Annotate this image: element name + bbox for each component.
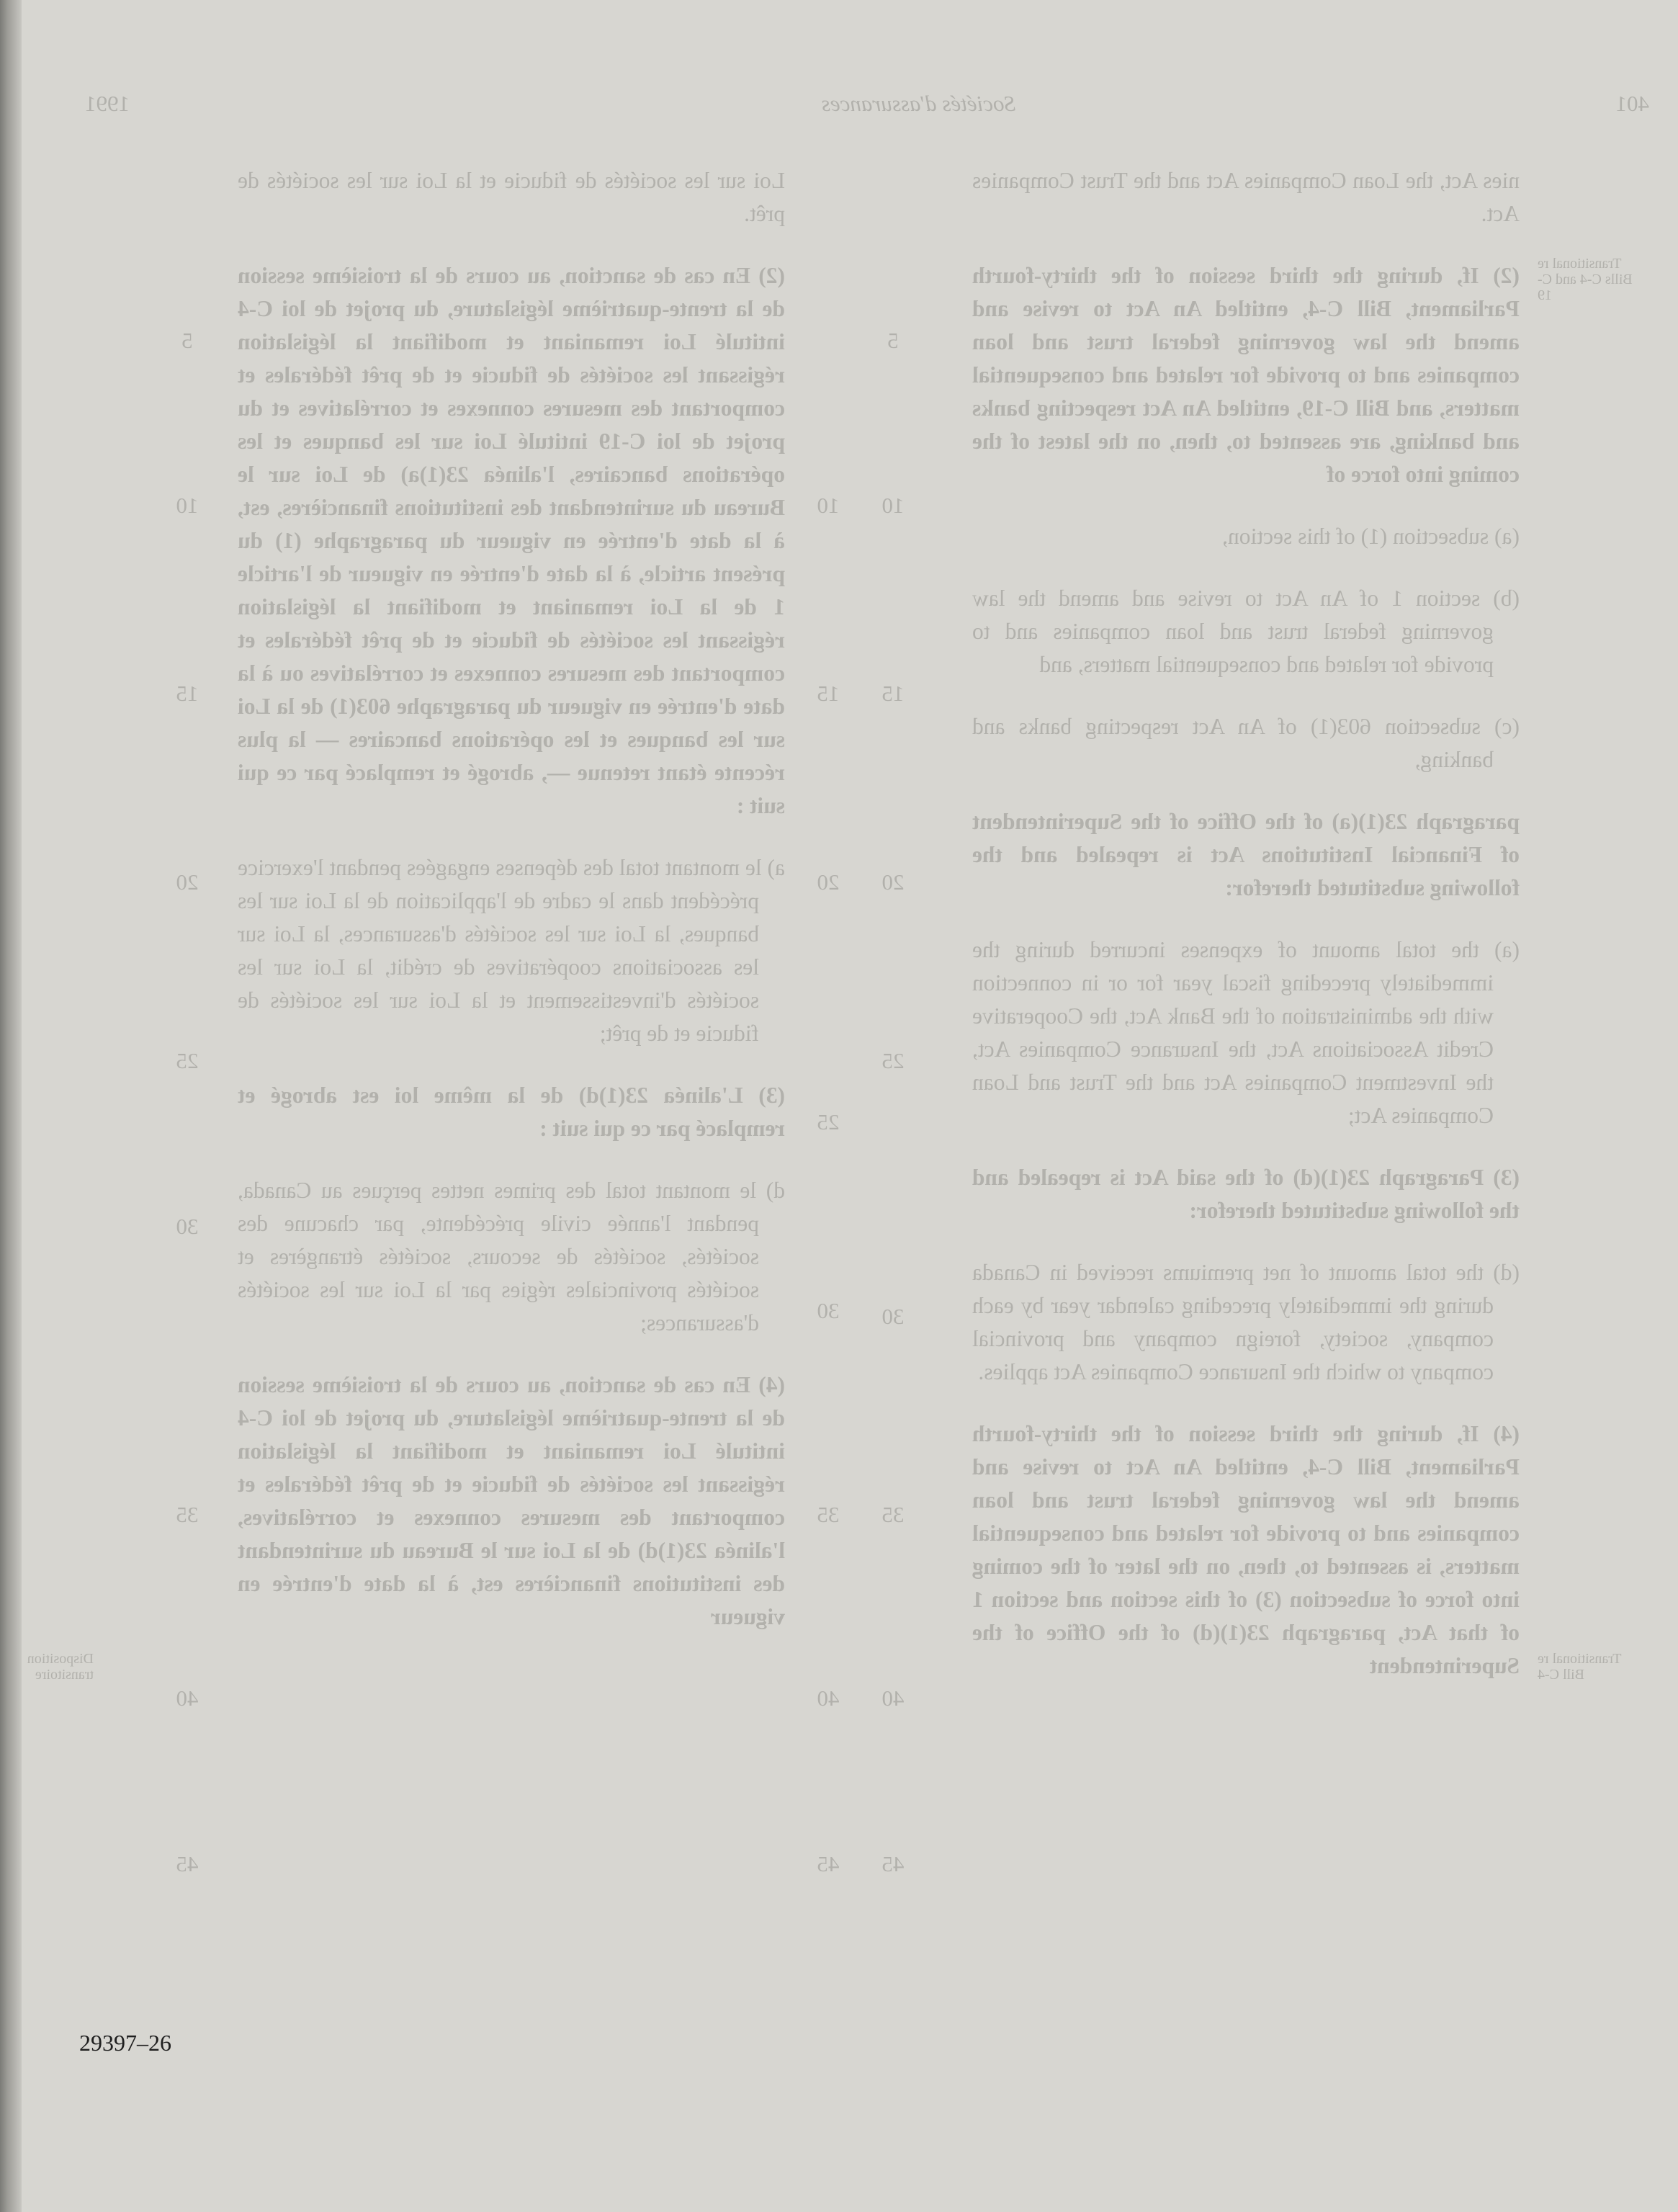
line-number: 25 xyxy=(176,1048,199,1073)
line-number: 25 xyxy=(817,1109,840,1134)
english-paragraph: (4) If, during the third session of the thirty-fourth Parliament, Bill C-4, entitled An Act to revise and amend the law governing federal trust and loan companies and to provide for related and consequential matters, is assented to, then, on the later of the coming into force of subsection (3) of this section and section 1 of that Act, paragraph 23(1)(d) of the Office of the Superintendent xyxy=(972,1421,1520,1678)
line-number: 35 xyxy=(817,1502,840,1527)
french-paragraph: Loi sur les sociétés de fiducie et la Loi sur les sociétés de prêt. xyxy=(238,168,785,226)
line-number: 40 xyxy=(817,1685,840,1711)
line-numbers-outer-right xyxy=(166,0,209,2212)
english-column xyxy=(972,164,1520,1711)
line-number: 30 xyxy=(881,1304,905,1329)
line-number: 10 xyxy=(817,493,840,518)
line-number: 5 xyxy=(181,328,193,353)
line-number: 45 xyxy=(817,1851,840,1876)
header-page-number-right: 1991 xyxy=(85,91,130,116)
french-paragraph: (4) En cas de sanction, au cours de la troisième session de la trente-quatrième législature, du projet de loi C-4 intitulé Loi remaniant et modifiant la législation régissant les sociétés de fiducie et de prêt fédérales et comportant des mesures connexes et corrélatives, l'alinéa 23(1)d) de la Loi sur le Bureau du surintendant des institutions financières est, à la date d'entrée en vigueur xyxy=(238,1372,785,1629)
english-paragraph: (d) the total amount of net premiums received in Canada during the immediately preceding calendar year by each company, society, foreign company and provincial company to which the Insurance Companies Act applies. xyxy=(972,1260,1520,1384)
line-number: 15 xyxy=(817,681,840,706)
line-number: 40 xyxy=(881,1685,905,1711)
line-number: 10 xyxy=(881,493,905,518)
line-number: 45 xyxy=(176,1851,199,1876)
line-number: 20 xyxy=(176,869,199,895)
line-number: 35 xyxy=(881,1502,905,1527)
margin-note-transitional: Transitional re Bill C-4 xyxy=(1538,1651,1622,1683)
french-paragraph: a) le montant total des dépenses engagées pendant l'exercice précédent dans le cadre de l'application de la Loi sur les banques, la Loi sur les sociétés d'assurances, la Loi sur les associations coopératives de crédit, la Loi sur les sociétés d'investissement et la Loi sur les sociétés de fiducie et de prêt; xyxy=(238,855,785,1046)
english-paragraph: nies Act, the Loan Companies Act and the Trust Companies Act. xyxy=(972,168,1520,226)
line-number: 20 xyxy=(817,869,840,895)
line-numbers-inner-left xyxy=(807,0,850,2212)
line-numbers-inner-right xyxy=(871,0,915,2212)
line-number: 20 xyxy=(881,869,905,895)
english-paragraph: (2) If, during the third session of the thirty-fourth Parliament, Bill C-4, entitled An Act to revise and amend the law governing federal trust and loan companies and to provide for related and consequential matters, and Bill C-19, entitled An Act respecting banks and banking, are assented to, then, on the latest of the coming into force of xyxy=(972,263,1520,487)
line-number: 45 xyxy=(881,1851,905,1876)
line-number: 15 xyxy=(176,681,199,706)
english-paragraph: paragraph 23(1)(a) of the Office of the Superintendent of Financial Institutions Act is repealed and the following substituted therefor: xyxy=(972,809,1520,900)
header-page-number-left: 401 xyxy=(1615,91,1649,116)
english-paragraph: (3) Paragraph 23(1)(d) of the said Act is repealed and the following substituted therefor: xyxy=(972,1165,1520,1223)
line-number: 15 xyxy=(881,681,905,706)
english-paragraph: (b) section 1 of An Act to revise and amend the law governing federal trust and loan companies and to provide for related and consequential matters, and xyxy=(972,586,1520,677)
line-number: 30 xyxy=(817,1298,840,1323)
line-number: 40 xyxy=(176,1685,199,1711)
header-title: Sociétés d'assurances xyxy=(821,91,1015,116)
margin-note-transitional: Transitional re Bills C-4 and C-19 xyxy=(1538,256,1633,303)
print-code: 29397–26 xyxy=(79,2030,171,2056)
line-number: 25 xyxy=(881,1048,905,1073)
english-paragraph: (a) subsection (1) of this section, xyxy=(1222,524,1520,549)
line-number: 5 xyxy=(887,328,899,353)
english-paragraph: (c) subsection 603(1) of An Act respecting banks and banking, xyxy=(972,714,1520,772)
french-paragraph: d) le montant total des primes nettes perçues au Canada, pendant l'année civile précédente, par chacune des sociétés, sociétés de secours, sociétés étrangères et sociétés provinciales régies par la Loi sur les sociétés d'assurances; xyxy=(238,1178,785,1335)
line-number: 35 xyxy=(176,1502,199,1527)
line-number: 10 xyxy=(176,493,199,518)
french-paragraph: (3) L'alinéa 23(1)d) de la même loi est abrogé et remplacé par ce qui suit : xyxy=(238,1083,785,1141)
french-column xyxy=(238,164,785,1662)
margin-note-transitional-fr: Disposition transitoire xyxy=(27,1651,94,1683)
line-number: 30 xyxy=(176,1214,199,1239)
english-paragraph: (a) the total amount of expenses incurred during the immediately preceding fiscal year for or in connection with the administration of the Bank Act, the Cooperative Credit Associations Act, the Insurance Companies Act, the Investment Companies Act and the Trust and Loan Companies Act; xyxy=(972,937,1520,1128)
french-paragraph: (2) En cas de sanction, au cours de la troisième session de la trente-quatrième législature, du projet de loi C-4 intitulé Loi remaniant et modifiant la législation régissant les sociétés de fiducie et de prêt fédérales et comportant des mesures connexes et corrélatives et du projet de loi C-19 intitulé Loi sur les banques et les opérations bancaires, l'alinéa 23(1)a) de Loi sur le Bureau du surintendant des institutions financières, est, à la date d'entrée en vigueur du paragraphe (1) du présent article, à la date d'entrée en vigueur de l'article 1 de la Loi remaniant et modifiant la législation régissant les sociétés de fiducie et de prêt fédérales et comportant des mesures connexes et corrélatives ou à la date d'entrée en vigueur du paragraphe 603(1) de la Loi sur les banques et les opérations bancaires — la plus récente étant retenue —, abrogé et remplacé par ce qui suit : xyxy=(238,263,785,818)
